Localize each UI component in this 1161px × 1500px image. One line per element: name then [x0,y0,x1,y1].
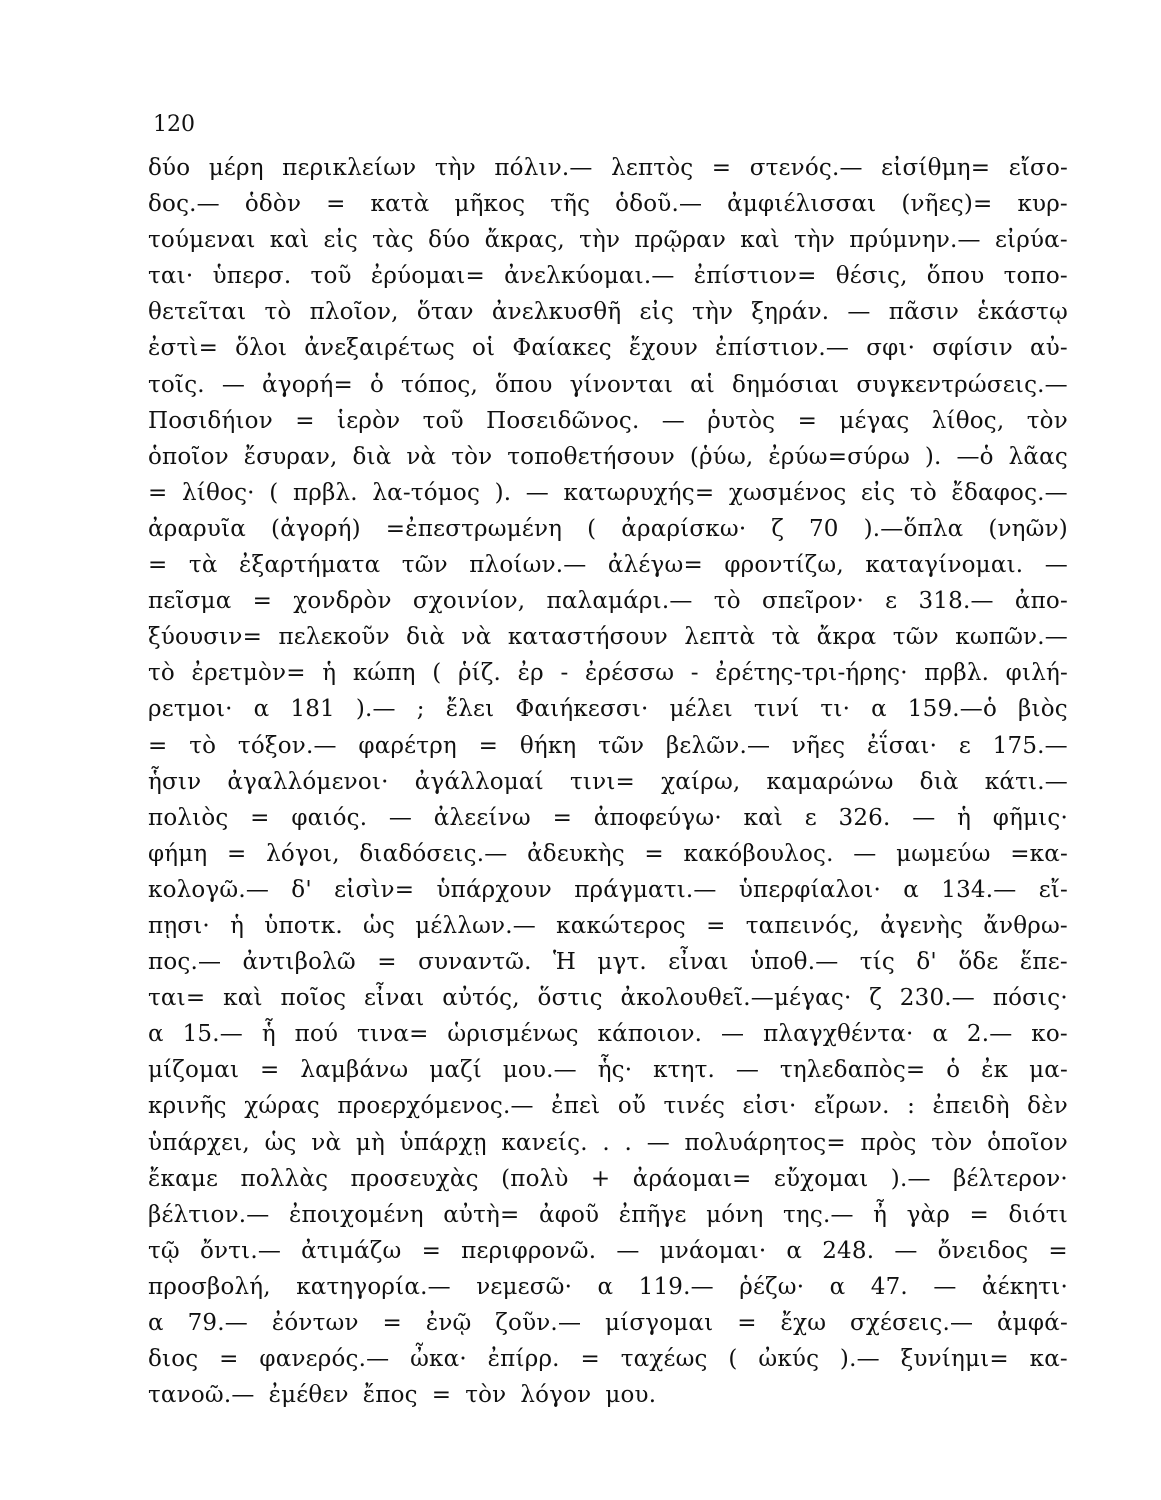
text-line: α 79.— ἐόντων = ἐνῷ ζοῦν.— μίσγομαι = ἔχω σχέσεις.— ἀμφά- [148,1310,1068,1336]
text-line: φήμη = λόγοι, διαδόσεις.— ἀδευκὴς = κακόβουλος. — μωμεύω =κα- [148,840,1068,867]
text-line: ἔκαμε πολλὰς προσευχὰς (πολὺ + ἀράομαι= εὔχομαι ).— βέλτερον· [148,1165,1068,1192]
text-line: τούμεναι καὶ εἰς τὰς δύο ἄκρας, τὴν πρῷραν καὶ τὴν πρύμνην.— εἰρύα- [148,227,1068,254]
text-line: ξύουσιν= πελεκοῦν διὰ νὰ καταστήσουν λεπτὰ τὰ ἄκρα τῶν κωπῶν.— [148,624,1068,651]
text-line: θετεῖται τὸ πλοῖον, ὅταν ἀνελκυσθῆ εἰς τὴν ξηράν. — πᾶσιν ἑκάστῳ [148,299,1068,326]
text-line: ἐστὶ= ὅλοι ἀνεξαιρέτως οἱ Φαίακες ἔχουν ἐπίστιον.— σφι· σφίσιν αὐ- [148,335,1068,362]
text-line: πος.— ἀντιβολῶ = συναντῶ. Ἡ μγτ. εἶναι ὑποθ.— τίς δ' ὅδε ἕπε- [148,949,1068,976]
text-line: ται· ὑπερσ. τοῦ ἐρύομαι= ἀνελκύομαι.— ἐπίστιον= θέσις, ὅπου τοπο- [148,263,1068,290]
body-text [148,150,1068,1413]
text-line: τοῖς. — ἀγορή= ὁ τόπος, ὅπου γίνονται αἱ δημόσιαι συγκεντρώσεις.— [148,371,1068,398]
text-line: κολογῶ.— δ' εἰσὶν= ὑπάρχουν πράγματι.— ὑπερφίαλοι· α 134.— εἴ- [148,876,1068,903]
text-line: ἧσιν ἀγαλλόμενοι· ἀγάλλομαί τινι= χαίρω, καμαρώνω διὰ κάτι.— [148,768,1068,795]
text-line: ἀραρυῖα (ἀγορή) =ἐπεστρωμένη ( ἀραρίσκω· ζ 70 ).—ὅπλα (νηῶν) [148,515,1068,542]
text-line: μίζομαι = λαμβάνω μαζί μου.— ἧς· κτητ. — τηλεδαπὸς= ὁ ἐκ μα- [148,1057,1068,1084]
text-line: ρετμοι· α 181 ).— ; ἔλει Φαιήκεσσι· μέλει τινί τι· α 159.—ὁ βιὸς [148,696,1068,723]
text-line: πεῖσμα = χονδρὸν σχοινίον, παλαμάρι.— τὸ σπεῖρον· ε 318.— ἀπο- [148,588,1068,615]
text-line: α 15.— ἧ πού τινα= ὡρισμένως κάποιον. — πλαγχθέντα· α 2.— κο- [148,1021,1068,1048]
text-line: ὑπάρχει, ὡς νὰ μὴ ὑπάρχῃ κανείς. . . — πολυάρητος= πρὸς τὸν ὁποῖον [148,1129,1068,1156]
text-line: = τὸ τόξον.— φαρέτρη = θήκη τῶν βελῶν.— νῆες ἐΐσαι· ε 175.— [148,732,1068,759]
text-line: πολιὸς = φαιός. — ἀλεείνω = ἀποφεύγω· καὶ ε 326. — ἡ φῆμις· [148,804,1068,831]
text-line: δύο μέρη περικλείων τὴν πόλιν.— λεπτὸς = στενός.— εἰσίθμη= εἴσο- [148,155,1068,181]
text-line: προσβολή, κατηγορία.— νεμεσῶ· α 119.— ῥέζω· α 47. — ἀέκητι· [148,1273,1068,1300]
text-line: ὁποῖον ἔσυραν, διὰ νὰ τὸν τοποθετήσουν (ῥύω, ἐρύω=σύρω ). —ὁ λᾶας [148,443,1068,470]
text-line: τανοῶ.— ἐμέθεν ἔπος = τὸν λόγον μου. [148,1382,657,1409]
text-line: ται= καὶ ποῖος εἶναι αὐτός, ὅστις ἀκολουθεῖ.—μέγας· ζ 230.— πόσις· [148,985,1068,1012]
text-line: = τὰ ἐξαρτήματα τῶν πλοίων.— ἀλέγω= φροντίζω, καταγίνομαι. — [148,552,1068,579]
page-number: 120 [153,112,195,137]
text-line: = λίθος· ( πρβλ. λα-τόμος ). — κατωρυχής= χωσμένος εἰς τὸ ἔδαφος.— [148,479,1068,506]
text-line: δος.— ὁδὸν = κατὰ μῆκος τῆς ὁδοῦ.— ἀμφιέλισσαι (νῆες)= κυρ- [148,191,1068,218]
text-line: διος = φανερός.— ὦκα· ἐπίρρ. = ταχέως ( ὠκύς ).— ξυνίημι= κα- [148,1346,1068,1373]
text-line: Ποσιδήιον = ἱερὸν τοῦ Ποσειδῶνος. — ῥυτὸς = μέγας λίθος, τὸν [148,407,1068,434]
text-line: κρινῆς χώρας προερχόμενος.— ἐπεὶ οὔ τινές εἰσι· εἴρων. : ἐπειδὴ δὲν [148,1093,1068,1120]
text-line: πῃσι· ἡ ὑποτκ. ὡς μέλλων.— κακώτερος = ταπεινός, ἀγενὴς ἄνθρω- [148,912,1068,939]
text-line: τὸ ἐρετμὸν= ἡ κώπη ( ῥίζ. ἐρ - ἐρέσσω - ἐρέτης-τρι-ήρης· πρβλ. φιλή- [148,660,1068,687]
text-line: τῷ ὄντι.— ἀτιμάζω = περιφρονῶ. — μνάομαι· α 248. — ὄνειδος = [148,1237,1068,1264]
text-line: βέλτιον.— ἐποιχομένη αὐτὴ= ἀφοῦ ἐπῆγε μόνη της.— ἦ γὰρ = διότι [148,1201,1068,1228]
